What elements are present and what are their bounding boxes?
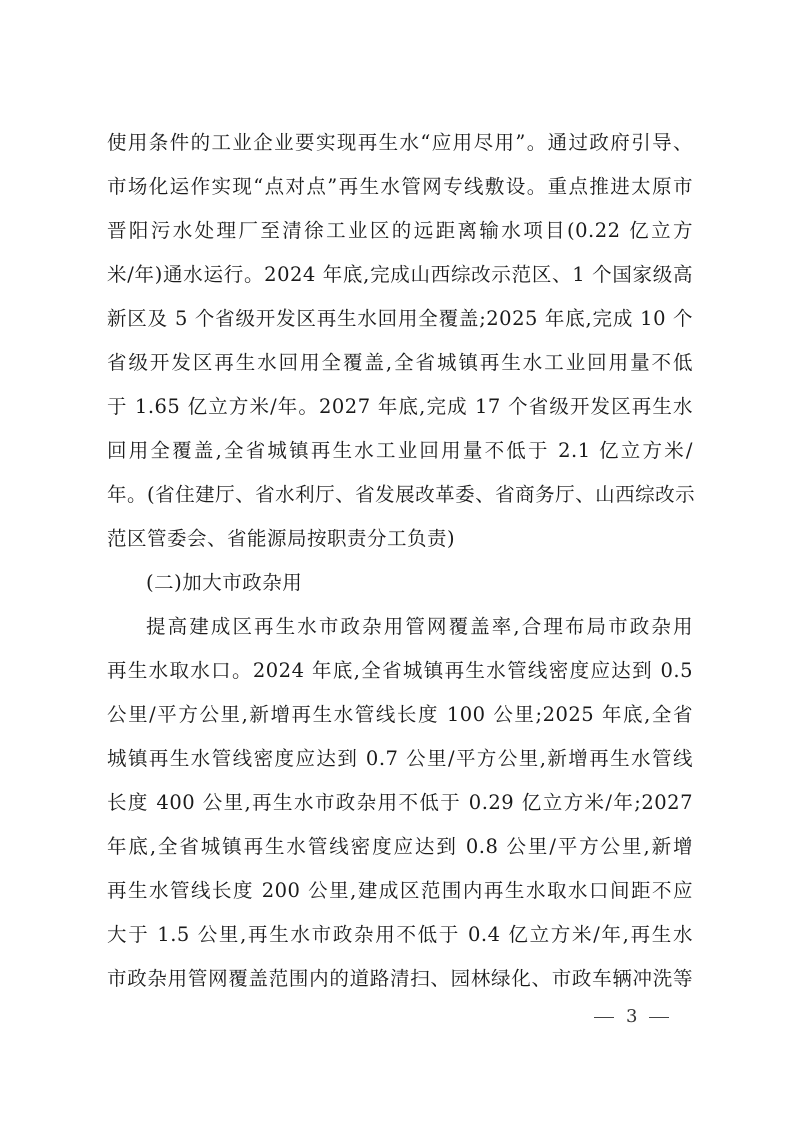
text-line: 年。(省住建厅、省水利厅、省发展改革委、省商务厅、山西综改示	[107, 483, 696, 506]
text-line: 米/年)通水运行。2024 年底,完成山西综改示范区、1 个国家级高	[107, 263, 693, 286]
text-line: 于 1.65 亿立方米/年。2027 年底,完成 17 个省级开发区再生水	[107, 395, 693, 418]
body-text	[107, 121, 696, 1001]
text-line: 再生水管线长度 200 公里,建成区范围内再生水取水口间距不应	[107, 879, 693, 902]
section-heading: (二)加大市政杂用	[146, 571, 303, 594]
text-line: 城镇再生水管线密度应达到 0.7 公里/平方公里,新增再生水管线	[107, 747, 693, 770]
text-line: 省级开发区再生水回用全覆盖,全省城镇再生水工业回用量不低	[107, 351, 693, 374]
page-number-value: 3	[626, 1006, 638, 1027]
text-line: 市政杂用管网覆盖范围内的道路清扫、园林绿化、市政车辆冲洗等	[107, 967, 693, 990]
text-line: 市场化运作实现“点对点”再生水管网专线敷设。重点推进太原市	[107, 175, 693, 198]
text-line: 公里/平方公里,新增再生水管线长度 100 公里;2025 年底,全省	[107, 703, 693, 726]
text-line: 长度 400 公里,再生水市政杂用不低于 0.29 亿立方米/年;2027	[107, 791, 693, 814]
page-number	[594, 1006, 694, 1027]
text-line: 范区管委会、省能源局按职责分工负责)	[107, 527, 456, 550]
text-line: 大于 1.5 公里,再生水市政杂用不低于 0.4 亿立方米/年,再生水	[107, 923, 693, 946]
page-number-dash-left	[594, 1017, 614, 1018]
text-line: 使用条件的工业企业要实现再生水“应用尽用”。通过政府引导、	[107, 131, 693, 154]
text-line: 回用全覆盖,全省城镇再生水工业回用量不低于 2.1 亿立方米/	[107, 439, 693, 462]
page-number-dash-right	[649, 1017, 669, 1018]
text-line: 再生水取水口。2024 年底,全省城镇再生水管线密度应达到 0.5	[107, 659, 693, 682]
text-line: 晋阳污水处理厂至清徐工业区的远距离输水项目(0.22 亿立方	[107, 219, 693, 242]
text-line: 新区及 5 个省级开发区再生水回用全覆盖;2025 年底,完成 10 个	[107, 307, 693, 330]
text-line: 年底,全省城镇再生水管线密度应达到 0.8 公里/平方公里,新增	[107, 835, 693, 858]
text-line: 提高建成区再生水市政杂用管网覆盖率,合理布局市政杂用	[146, 615, 693, 638]
